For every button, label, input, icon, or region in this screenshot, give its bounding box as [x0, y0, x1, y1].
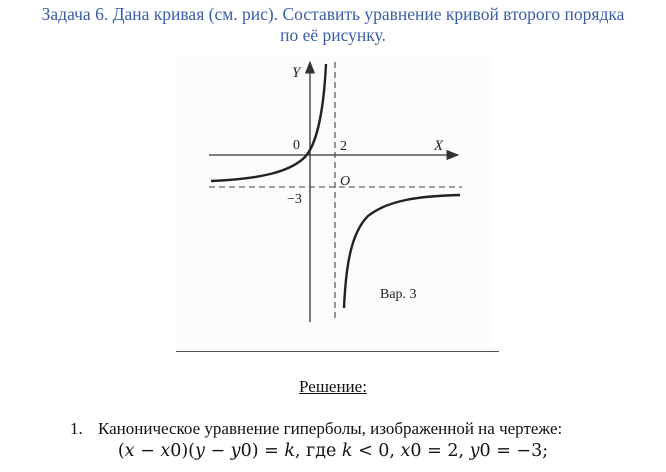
solution-heading-text: Решение:: [299, 377, 367, 396]
y-axis-label: Y: [292, 65, 301, 81]
problem-title-line2: по её рисунку.: [280, 25, 386, 45]
solution-step-1: [70, 419, 660, 439]
x-tick-label: 2: [340, 139, 347, 154]
variant-label: Вар. 3: [380, 287, 417, 302]
center-label: O: [340, 174, 351, 189]
y-tick-label: −3: [287, 192, 302, 207]
origin-label: 0: [293, 138, 300, 153]
step-text: Каноническое уравнение гиперболы, изображенной на чертеже:: [98, 419, 563, 438]
divider-line: [176, 351, 499, 352]
problem-title-line1: Задача 6. Дана кривая (см. рис). Составить уравнение кривой второго порядка: [41, 4, 625, 24]
hyperbola-left-branch: [211, 64, 326, 181]
canonical-equation: (𝑥 − 𝑥0)(𝑦 − 𝑦0) = 𝑘, где 𝑘 < 0, 𝑥0 = 2, 𝑦0 = −3;: [117, 441, 549, 461]
solution-heading: [0, 377, 666, 397]
step-number: 1.: [70, 419, 83, 438]
x-axis-label: X: [434, 138, 444, 154]
